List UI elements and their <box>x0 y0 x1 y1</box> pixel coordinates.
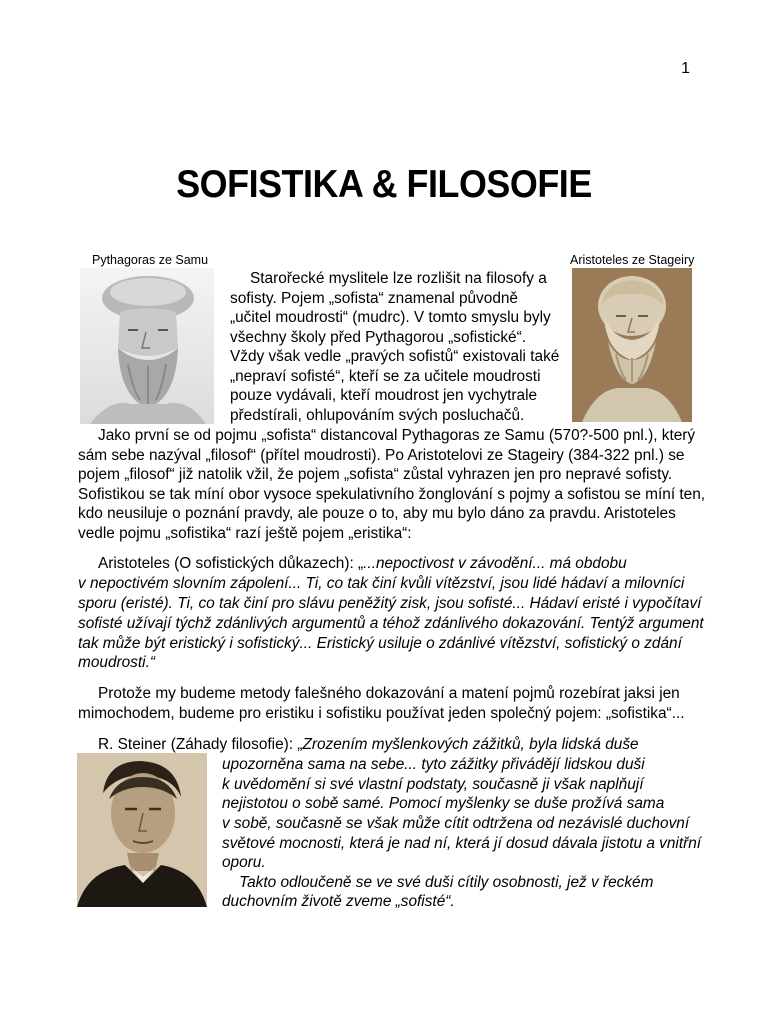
steiner-quote-line: světové mocnosti, která je nad ní, která jí dosud dávala jistotu a vnitřní <box>222 835 702 852</box>
aristoteles-bust-icon <box>572 268 692 422</box>
para4-line: Protože my budeme metody falešného dokazování a matení pojmů rozebírat jaksi jen <box>98 685 680 702</box>
intro-line: „učitel moudrosti“ (mudrc). V tomto smyslu byly <box>230 309 551 326</box>
pythagoras-portrait-image <box>80 268 214 424</box>
steiner-quote-first-line: R. Steiner (Záhady filosofie): „Zrozením myšlenkových zážitků, byla lidská duše <box>98 736 639 753</box>
page-number: 1 <box>681 60 690 77</box>
steiner-quote-line: k uvědomění si své vlastní podstaty, současně ji však naplňují <box>222 776 644 793</box>
intro-line: pouze vydávali, kteří moudrost jen vychytrale <box>230 387 538 404</box>
steiner-portrait-image <box>77 753 207 907</box>
aristoteles-portrait-image <box>572 268 692 422</box>
para2-line: sám sebe nazýval „filosof“ (přítel moudrosti). Po Aristotelovi ze Stageiry (384-322 pnl.) se <box>78 447 685 464</box>
intro-line: Starořecké myslitele lze rozlišit na filosofy a <box>250 270 547 287</box>
steiner-quote-line: duchovním životě zveme „sofisté“. <box>222 893 455 910</box>
intro-line: Vždy však vedle „pravých sofistů“ existovali také <box>230 348 560 365</box>
intro-line: „nepraví sofisté“, kteří se za učitele moudrosti <box>230 368 541 385</box>
para4-line: mimochodem, budeme pro eristiku i sofistiku používat jeden společný pojem: „sofistika“... <box>78 705 685 722</box>
para2-line: Jako první se od pojmu „sofista“ distancoval Pythagoras ze Samu (570?-500 pnl.), který <box>98 427 696 444</box>
para2-line: kdo neusiluje o poznání pravdy, ale pouze o to, aby mu bylo dáno za pravdu. Aristoteles <box>78 505 676 522</box>
page-title: SOFISTIKA & FILOSOFIE <box>176 163 592 206</box>
pythagoras-bust-icon <box>80 268 214 424</box>
steiner-quote-line: oporu. <box>222 854 266 871</box>
steiner-quote-line: upozorněna sama na sebe... tyto zážitky přivádějí lidskou duši <box>222 756 645 773</box>
intro-line: všechny školy před Pythagorou „sofistické“. <box>230 329 526 346</box>
para2-line: pojem „filosof“ již natolik vžil, že pojem „sofista“ zůstal vyhrazen jen pro nepravé sofisty. <box>78 466 673 483</box>
aristoteles-quote-line: sofisté užívají týchž zdánlivých argumentů a téhož zdánlivého dokazování. Tentýž argument <box>78 615 704 632</box>
para2-line: Sofistikou se tak míní obor vysoce spekulativního žonglování s pojmy a sofistou se míní ten, <box>78 486 706 503</box>
steiner-quote-line: v sobě, současně se však může cítit odtržena od nezávislé duchovní <box>222 815 690 832</box>
caption-aristoteles: Aristoteles ze Stageiry <box>570 253 695 267</box>
aristoteles-quote-line: tak může být eristický i sofistický... Eristický usiluje o zdánlivé vítězství, sofistický o zdání <box>78 635 682 652</box>
caption-pythagoras: Pythagoras ze Samu <box>92 253 209 267</box>
steiner-quote-line: Takto odloučeně se ve své duši cítily osobnosti, jež v řeckém <box>222 874 654 891</box>
aristoteles-quote-line: v nepoctivém slovním zápolení... Ti, co tak činí kvůli vítězství, jsou lidé hádaví a milovníci <box>78 575 685 592</box>
para2-line: vedle pojmu „sofistika“ razí ještě pojem „eristika“: <box>78 525 412 542</box>
aristoteles-quote-first-line: Aristoteles (O sofistických důkazech): „...nepoctivost v závodění... má obdobu <box>98 555 627 572</box>
intro-line: předstírali, ohlupováním svých posluchačů. <box>230 407 525 424</box>
steiner-photo-icon <box>77 753 207 907</box>
steiner-quote-line: nejistotou o sobě samé. Pomocí myšlenky se duše prožívá sama <box>222 795 665 812</box>
aristoteles-quote-line: moudrosti.“ <box>78 654 155 671</box>
aristoteles-quote-line: sporu (eristé). Ti, co tak činí pro slávu peněžitý zisk, jsou sofisté... Hádaví eristé i vypočítaví <box>78 595 702 612</box>
intro-line: sofisty. Pojem „sofista“ znamenal původně <box>230 290 518 307</box>
